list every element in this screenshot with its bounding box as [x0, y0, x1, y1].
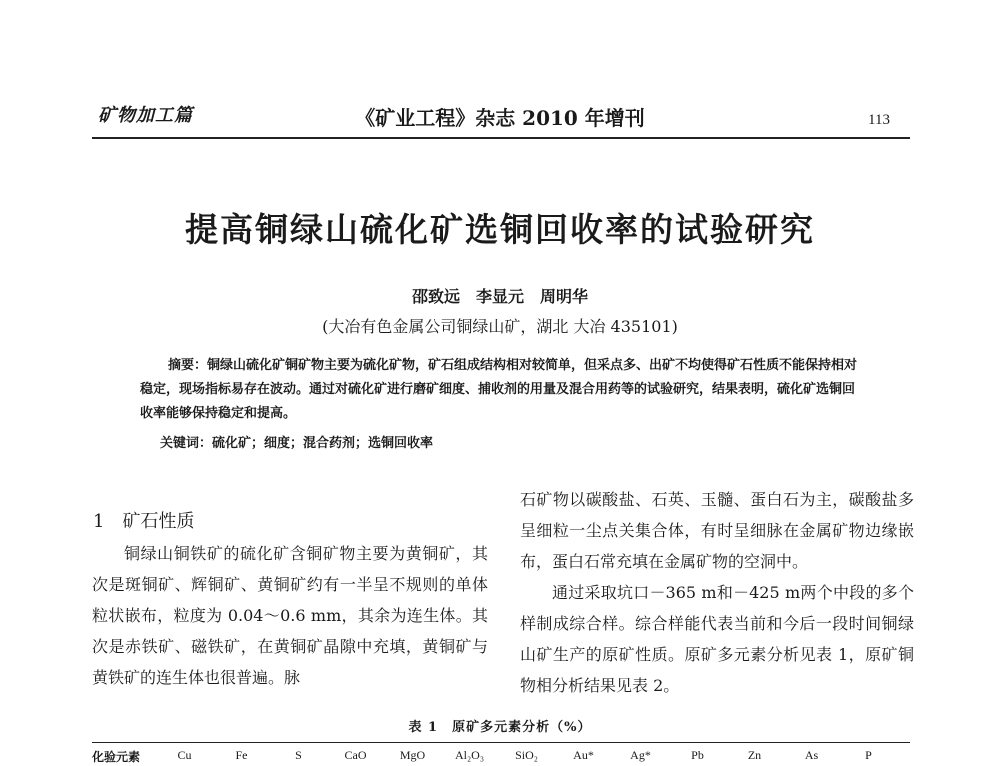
body-paragraph: 铜绿山铜铁矿的硫化矿含铜矿物主要为黄铜矿，其次是斑铜矿、辉铜矿、黄铜矿约有一半呈不规则的单体粒状嵌布，粒度为 0.04～0.6 mm，其余为连生体。其次是赤铁矿、磁铁矿，在黄铜矿晶隙中充填，黄铜矿与黄铁矿的连生体也很普遍。脉	[92, 544, 488, 687]
table-header-cell: 化验元素	[92, 750, 141, 764]
table-header-cell: As	[804, 748, 819, 762]
keywords-label: 关键词：	[160, 436, 213, 451]
affiliation: (大冶有色金属公司铜绿山矿，湖北 大冶 435101)	[322, 317, 678, 336]
authors: 邵致远 李显元 周明华	[411, 287, 588, 306]
running-head-section: 矿物加工篇	[98, 105, 193, 126]
paper-title: 提高铜绿山硫化矿选铜回收率的试验研究	[185, 210, 815, 249]
table-header-cell: Zn	[747, 748, 762, 762]
running-head-journal: 《矿业工程》杂志 2010 年增刊	[355, 106, 645, 130]
keywords-text: 硫化矿；细度；混合药剂；选铜回收率	[212, 436, 434, 451]
page-number: 113	[868, 112, 890, 128]
table-header-cell: CaO	[344, 748, 367, 762]
abstract	[140, 354, 866, 426]
table-header-cell: MgO	[399, 748, 426, 762]
body-paragraph: 石矿物以碳酸盐、石英、玉髓、蛋白石为主，碳酸盐多呈细粒一尘点关集合体，有时呈细脉在金属矿物边缘嵌布，蛋白石常充填在金属矿物的空洞中。	[520, 490, 914, 571]
right-column	[520, 484, 914, 701]
table-top-rule	[92, 742, 910, 743]
table-header-cell: Ag*	[630, 748, 651, 762]
table-header-cell: Al₂O₃	[454, 748, 485, 762]
table-header-row	[92, 748, 910, 766]
table-header-cell: SiO₂	[515, 748, 538, 762]
table-caption: 表 1 原矿多元素分析（%）	[408, 720, 592, 735]
abstract-text: 铜绿山硫化矿铜矿物主要为硫化矿物，矿石组成结构相对较简单，但采点多、出矿不均使得矿石性质不能保持相对稳定，现场指标易存在波动。通过对硫化矿进行磨矿细度、捕收剂的用量及混合用药等的试验研究，结果表明，硫化矿选铜回收率能够保持稳定和提高。	[140, 358, 858, 421]
abstract-label: 摘要：	[168, 358, 208, 373]
table-header-cell: Au*	[573, 748, 594, 762]
left-column	[92, 538, 488, 693]
body-paragraph: 通过采取坑口－365 m和－425 m两个中段的多个样制成综合样。综合样能代表当前和今后一段时间铜绿山矿生产的原矿性质。原矿多元素分析见表 1，原矿铜物相分析结果见表 2。	[520, 583, 914, 695]
table-header-cell: Cu	[177, 748, 192, 762]
table-header-cell: P	[865, 748, 872, 762]
table-header-cell: Fe	[235, 748, 248, 762]
keywords	[160, 432, 866, 451]
section-heading: 1 矿石性质	[93, 511, 195, 532]
header-rule	[92, 137, 910, 139]
table-header-cell: Pb	[691, 748, 704, 762]
table-header-cell: S	[295, 748, 302, 762]
